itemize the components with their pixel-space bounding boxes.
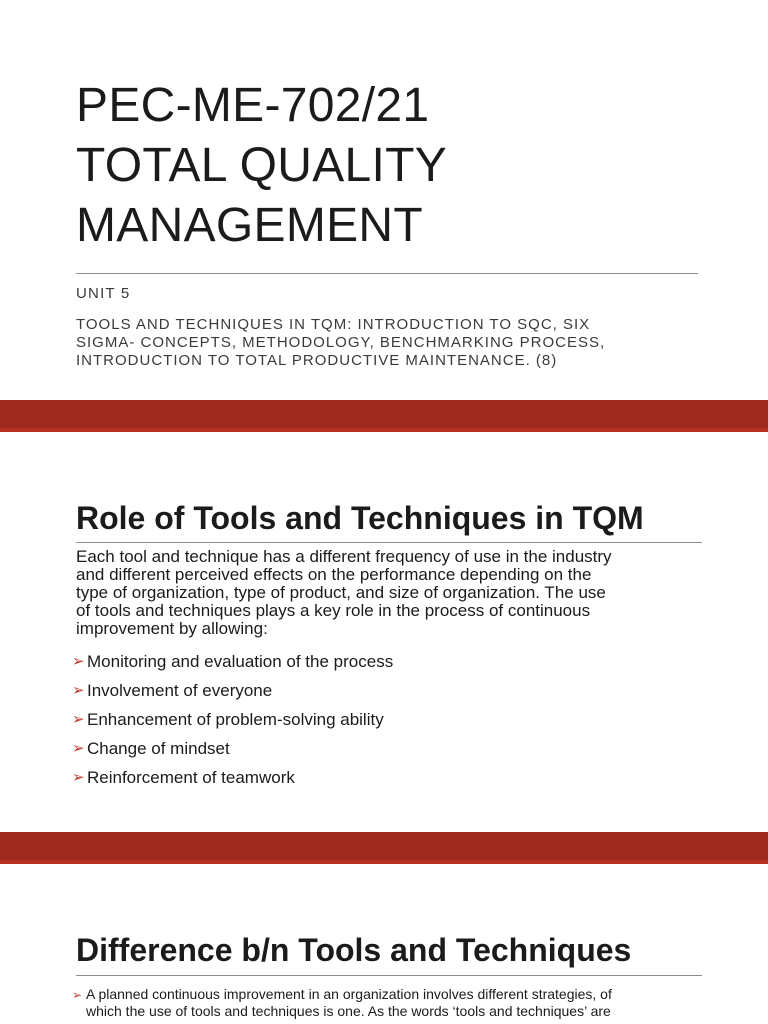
arrow-bullet-icon: ➢ <box>72 769 85 786</box>
paragraph-line: Each tool and technique has a different frequency of use in the industry <box>76 547 612 566</box>
title-line: TOTAL QUALITY <box>76 139 448 192</box>
list-item <box>72 705 393 734</box>
title-divider <box>76 542 702 543</box>
paragraph-line-text: A planned continuous improvement in an organization involves different strategies, of <box>86 986 612 1002</box>
arrow-bullet-icon: ➢ <box>72 740 85 757</box>
list-item-text: Change of mindset <box>87 739 230 758</box>
arrow-bullet-icon: ➢ <box>72 653 85 670</box>
slide-separator <box>0 832 768 864</box>
title-line: PEC-ME-702/21 <box>76 79 430 132</box>
list-item-text: Monitoring and evaluation of the process <box>87 652 394 671</box>
list-item <box>72 676 393 705</box>
list-item-text: Enhancement of problem-solving ability <box>87 710 384 729</box>
paragraph-line: which the use of tools and techniques is one. As the words ‘tools and techniques’ are <box>86 1003 611 1019</box>
slide-2-title: Role of Tools and Techniques in TQM <box>76 500 644 536</box>
list-item-text: Involvement of everyone <box>87 681 273 700</box>
paragraph-line: of tools and techniques plays a key role in the process of continuous <box>76 601 591 620</box>
paragraph-line: type of organization, type of product, and size of organization. The use <box>76 583 606 602</box>
unit-label: UNIT 5 <box>76 285 131 302</box>
paragraph-line <box>72 986 732 1003</box>
topic-line: INTRODUCTION TO TOTAL PRODUCTIVE MAINTENANCE. (8) <box>76 352 558 369</box>
difference-paragraph <box>72 986 732 1019</box>
title-divider <box>76 273 698 274</box>
topic-line: SIGMA- CONCEPTS, METHODOLOGY, BENCHMARKING PROCESS, <box>76 334 606 351</box>
slide-title <box>0 0 768 400</box>
slide-1-title <box>76 76 716 256</box>
slide-difference <box>0 864 768 1024</box>
paragraph-line: improvement by allowing: <box>76 619 268 638</box>
title-line: MANAGEMENT <box>76 199 424 252</box>
unit-topics <box>76 316 716 370</box>
slide-separator <box>0 400 768 432</box>
paragraph-line: and different perceived effects on the performance depending on the <box>76 565 592 584</box>
arrow-bullet-icon: ➢ <box>72 988 83 1002</box>
title-divider <box>76 975 702 976</box>
list-item <box>72 647 393 676</box>
list-item <box>72 763 393 792</box>
benefit-list <box>72 647 393 792</box>
topic-line: TOOLS AND TECHNIQUES IN TQM: INTRODUCTION TO SQC, SIX <box>76 316 591 333</box>
slide-role-of-tools <box>0 432 768 832</box>
slide-3-title: Difference b/n Tools and Techniques <box>76 932 632 968</box>
arrow-bullet-icon: ➢ <box>72 711 85 728</box>
arrow-bullet-icon: ➢ <box>72 682 85 699</box>
intro-paragraph <box>76 548 716 638</box>
list-item-text: Reinforcement of teamwork <box>87 768 295 787</box>
list-item <box>72 734 393 763</box>
